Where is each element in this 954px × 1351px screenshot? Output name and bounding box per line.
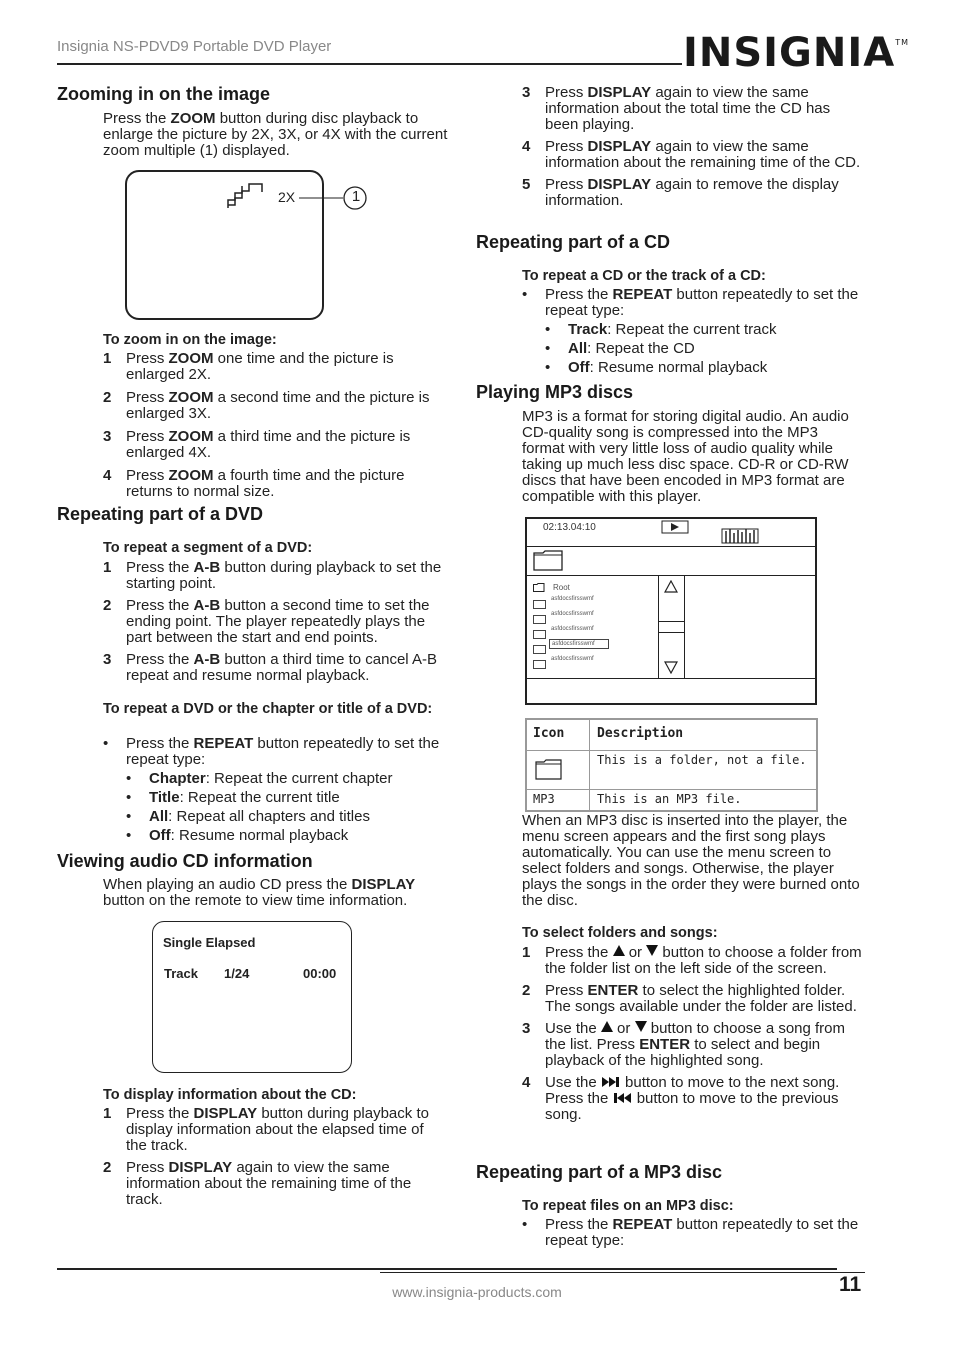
list-item: 2 Press ENTER to select the highlighted folder. The songs available under the folder are listed. xyxy=(522,982,857,1015)
list-item: • Press the REPEAT button repeatedly to set the repeat type: xyxy=(103,735,440,768)
up-arrow-icon xyxy=(601,1021,613,1032)
cd-bullets xyxy=(522,286,863,376)
folder-icon xyxy=(533,550,565,572)
audio-heading: Viewing audio CD information xyxy=(57,851,313,871)
list-item: • Press the REPEAT button repeatedly to set the repeat type: xyxy=(522,286,859,319)
list-item: 4 Use the button to move to the next song. Press the button to move to the previous song. xyxy=(522,1074,840,1123)
list-item: • All: Repeat all chapters and titles xyxy=(126,808,370,825)
header-rule xyxy=(57,63,682,65)
next-track-icon xyxy=(601,1076,621,1088)
list-item: • Off: Resume normal playback xyxy=(126,827,349,844)
mp3-steps xyxy=(522,944,865,1123)
list-item: 2 Press DISPLAY again to view the same information about the remaining time of the track. xyxy=(103,1159,412,1208)
icon-table xyxy=(525,718,818,812)
list-item: 1 Press ZOOM one time and the picture is enlarged 2X. xyxy=(103,350,394,383)
dvd-steps xyxy=(103,559,446,684)
dvd-subheading-2: To repeat a DVD or the chapter or title of a DVD: xyxy=(103,701,433,717)
list-item: • Track: Repeat the current track xyxy=(545,321,777,338)
list-item: asfdocsfirsswmf xyxy=(533,656,546,671)
list-item: 1 Press the A-B button during playback to set the starting point. xyxy=(103,559,442,592)
list-item: • Off: Resume normal playback xyxy=(545,359,768,376)
list-item: 3 Use the or button to choose a song from the list. Press ENTER to select and begin playback of the highlighted song. xyxy=(522,1020,846,1069)
audio-steps-left xyxy=(103,1105,448,1208)
zoom-subheading: To zoom in on the image: xyxy=(103,332,277,348)
list-item: 1 Press the DISPLAY button during playback to display information about the elapsed time of the track. xyxy=(103,1105,429,1154)
list-item: • Title: Repeat the current title xyxy=(126,789,340,806)
list-item: 4 Press DISPLAY again to view the same information about the remaining time of the CD. xyxy=(522,138,861,171)
list-item-highlighted[interactable]: asfdocsfirsswmf xyxy=(533,641,546,656)
mp3-heading: Playing MP3 discs xyxy=(476,382,634,402)
level-meter-icon xyxy=(721,527,761,545)
table-row: MP3 This is an MP3 file. xyxy=(527,789,816,810)
list-item: • Chapter: Repeat the current chapter xyxy=(126,770,393,787)
scroll-up-icon[interactable] xyxy=(664,580,678,594)
list-item: • All: Repeat the CD xyxy=(545,340,695,357)
list-item: 2 Press the A-B button a second time to set the ending point. The player repeatedly plays the part between the start and end points. xyxy=(103,597,430,646)
display-track-label: Track xyxy=(164,966,198,981)
mp3-paragraph: When an MP3 disc is inserted into the player, the menu screen appears and the first song plays automatically. You can use the menu screen to select folders and songs. Otherwise, the player plays the songs in the order they were burned onto the disc. xyxy=(522,812,860,909)
audio-intro: When playing an audio CD press the DISPLAY button on the remote to view time information. xyxy=(103,876,416,909)
zoom-label: 2X xyxy=(278,189,296,205)
scroll-down-icon[interactable] xyxy=(664,660,678,674)
down-arrow-icon xyxy=(646,945,658,956)
zoom-heading: Zooming in on the image xyxy=(57,84,270,104)
table-header: Icon Description xyxy=(527,720,816,750)
mp3-subheading: To select folders and songs: xyxy=(522,925,718,941)
down-arrow-icon xyxy=(635,1021,647,1032)
footer-url[interactable]: www.insignia-products.com xyxy=(392,1284,562,1300)
dvd-subheading: To repeat a segment of a DVD: xyxy=(103,540,313,556)
audio-steps-right xyxy=(522,84,863,209)
brand-logo: INSIGNIA™ xyxy=(683,30,909,76)
dvd-bullets xyxy=(103,735,446,844)
scroll-thumb[interactable] xyxy=(659,621,684,633)
list-item: • Press the REPEAT button repeatedly to set the repeat type: xyxy=(522,1216,859,1249)
mp3-repeat-bullets xyxy=(522,1216,863,1249)
header-title: Insignia NS-PDVD9 Portable DVD Player xyxy=(57,38,332,55)
list-item: asfdocsfirsswmf xyxy=(533,611,546,626)
list-item: 4 Press ZOOM a fourth time and the picture returns to normal size. xyxy=(103,467,405,500)
page-number: 11 xyxy=(839,1273,862,1296)
file-list xyxy=(533,596,595,671)
mp3-repeat-heading: Repeating part of a MP3 disc xyxy=(476,1162,723,1182)
up-arrow-icon xyxy=(613,945,625,956)
zoom-intro: Press the ZOOM button during disc playback to enlarge the picture by 2X, 3X, or 4X with the current zoom multiple (1) displayed. xyxy=(103,110,448,159)
list-item: 3 Press the A-B button a third time to cancel A-B repeat and resume normal playback. xyxy=(103,651,437,684)
list-item: 1 Press the or button to choose a folder from the folder list on the left side of the screen. xyxy=(522,944,862,977)
elapsed-time: 02:13.04:10 xyxy=(543,522,596,533)
display-track-number: 1/24 xyxy=(224,966,250,981)
folder-icon xyxy=(533,583,545,592)
mp3-menu-screen xyxy=(525,517,817,705)
root-folder-label: Root xyxy=(553,583,570,592)
audio-subheading: To display information about the CD: xyxy=(103,1087,357,1103)
folder-icon xyxy=(535,759,563,781)
list-item: 2 Press ZOOM a second time and the picture is enlarged 3X. xyxy=(103,389,430,422)
previous-track-icon xyxy=(613,1092,633,1104)
mp3-repeat-subheading: To repeat files on an MP3 disc: xyxy=(522,1198,734,1214)
list-item: 3 Press ZOOM a third time and the picture is enlarged 4X. xyxy=(103,428,411,461)
dvd-heading: Repeating part of a DVD xyxy=(57,504,264,524)
play-icon xyxy=(661,520,689,534)
display-time: 00:00 xyxy=(303,966,337,981)
list-item: 3 Press DISPLAY again to view the same information about the total time the CD has been playing. xyxy=(522,84,831,133)
footer-rule xyxy=(57,1268,837,1270)
list-item: asfdocsfirsswmf xyxy=(533,626,546,641)
display-mode: Single Elapsed xyxy=(163,935,256,950)
zoom-steps xyxy=(103,350,446,500)
footer-rule xyxy=(380,1272,865,1273)
table-row: This is a folder, not a file. xyxy=(527,750,816,789)
cd-heading: Repeating part of a CD xyxy=(476,232,671,252)
list-item: 5 Press DISPLAY again to remove the display information. xyxy=(522,176,839,209)
mp3-intro: MP3 is a format for storing digital audio. An audio CD-quality song is compressed into the MP3 format with very little loss of audio quality while taking up much less disc space. CD-R or CD-RW discs that have been encoded in MP3 format are compatible with this player. xyxy=(522,408,849,505)
cd-subheading: To repeat a CD or the track of a CD: xyxy=(522,268,766,284)
list-item: asfdocsfirsswmf xyxy=(533,596,546,611)
zoom-callout: 1 xyxy=(351,188,361,205)
